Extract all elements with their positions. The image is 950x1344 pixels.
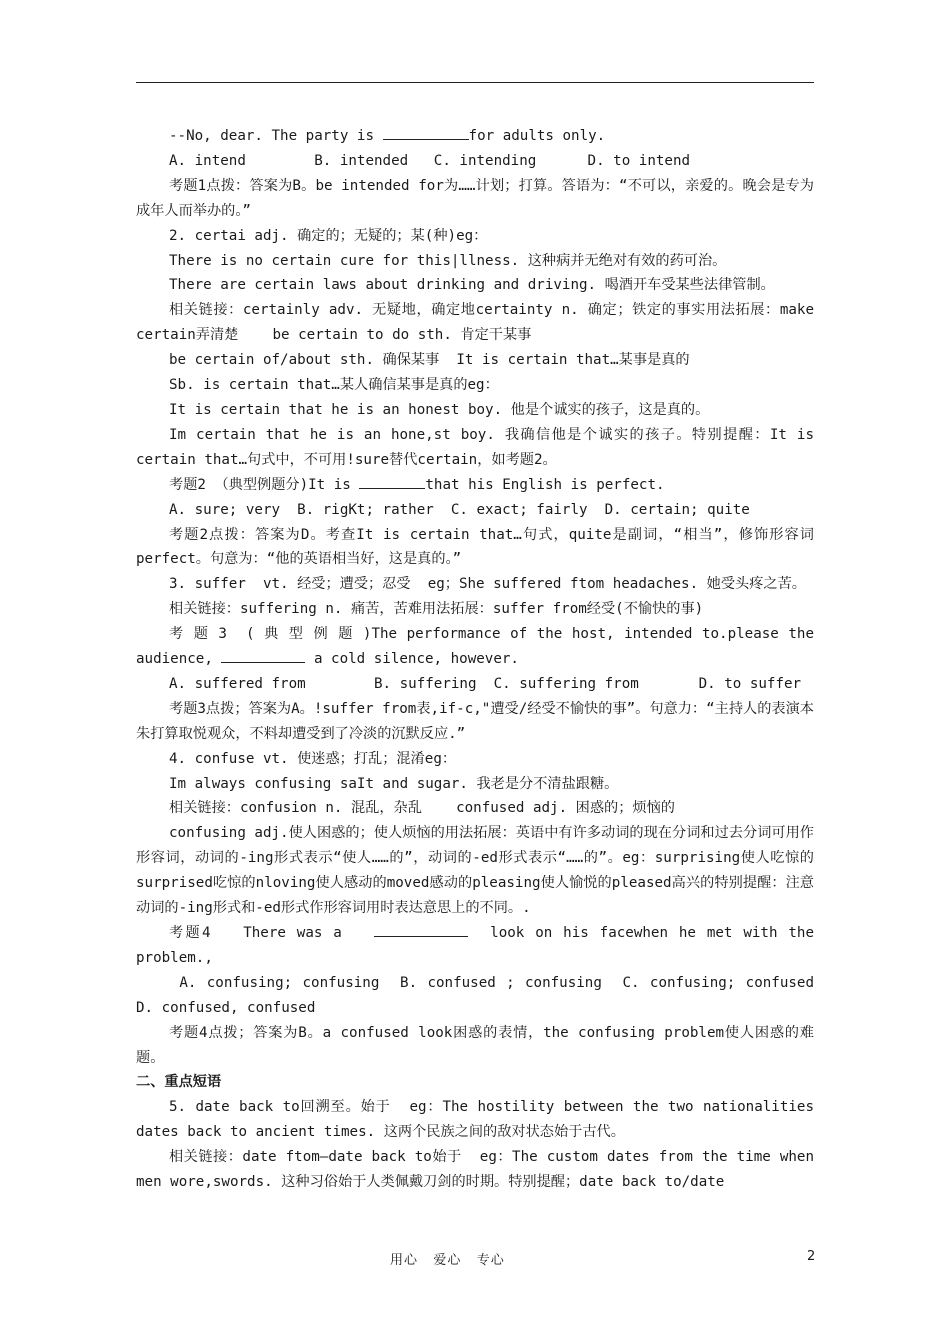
usage-paragraph: confusing adj.使人困惑的；使人烦恼的用法拓展：英语中有许多动词的现在分词和过去分词可用作形容词，动词的-ing形式表示“使人……的”，动词的-ed形式表示“……的”。eg：surprising使人吃惊的surprised吃惊的nloving使人感动的moved感动的pleasing使人愉悦的pleased高兴的特别提醒：注意动词的-ing形式和-ed形式作形容词用时表达意思上的不同。.	[136, 825, 814, 917]
example-sentence: There is no certain cure for this|llness. 这种病并无绝对有效的药可治。	[169, 252, 727, 269]
vocab-heading: 2. certai adj. 确定的；无疑的；某(种)eg：	[169, 227, 488, 244]
related-links-paragraph: 相关链接：certainly adv. 无疑地，确定地certainty n. 确定；铁定的事实用法拓展：make certain弄清楚 be certain to do sth. 肯定干某事	[136, 302, 823, 344]
explanation-paragraph: 考题4点拨；答案为B。a confused look困惑的表情，the confusing problem使人困惑的难题。	[136, 1024, 814, 1066]
header-rule	[136, 82, 814, 83]
choice-line: A. intend B. intended C. intending D. to intend	[169, 152, 691, 169]
text-line: --No, dear. The party is for adults only.	[136, 124, 814, 149]
choice-line: A. sure; very B. rigKt; rather C. exact; fairly D. certain; quite	[169, 501, 750, 518]
section-heading: 二、重点短语	[136, 1074, 222, 1091]
choice-paragraph: A. confusing; confusing B. confused ; confusing C. confusing; confused D. confused, confused	[136, 974, 823, 1016]
answer-blank	[359, 474, 425, 489]
answer-blank	[374, 922, 468, 937]
related-links-line: 相关链接：suffering n. 痛苦，苦难用法拓展：suffer from经受(不愉快的事)	[169, 601, 704, 618]
question-line: 考题2 （典型例题分)It is that his English is perfect.	[136, 473, 814, 498]
explanation-paragraph: 考题1点拨：答案为B。be intended for为……计划；打算。答语为：“不可以，亲爱的。晚会是专为成年人而举办的。”	[136, 177, 814, 219]
answer-blank	[383, 125, 469, 140]
vocab-heading: 4. confuse vt. 使迷惑；打乱；混淆eg：	[169, 750, 457, 767]
vocab-heading: 3. suffer vt. 经受；遭受；忍受 eg；She suffered ftom headaches. 她受头疼之苦。	[169, 576, 806, 593]
text-line: be certain of/about sth. 确保某事 It is certain that…某事是真的	[169, 352, 690, 369]
answer-blank	[221, 648, 305, 663]
text-line: Sb. is certain that…某人确信某事是真的eg：	[169, 377, 499, 394]
choice-line: A. suffered from B. suffering C. suffering from D. to suffer	[169, 675, 802, 692]
explanation-paragraph: 考题2点拨：答案为D。考查It is certain that…句式，quite是副词，“相当”，修饰形容词perfect。句意为：“他的英语相当好，这是真的。”	[136, 526, 814, 568]
example-sentence: There are certain laws about drinking and driving. 喝酒开车受某些法律管制。	[169, 277, 775, 294]
example-sentence: Im always confusing saIt and sugar. 我老是分不清盐跟糖。	[169, 775, 619, 792]
page-number: 2	[807, 1249, 816, 1264]
footer-motto: 用心 爱心 专心	[390, 1253, 505, 1268]
related-links-paragraph: 相关链接：date ftom—date back to始于 eg：The custom dates from the time when men wore,swords. 这种习俗始于人类佩戴刀剑的时期。特别提醒；date back to/date	[136, 1149, 823, 1191]
question-paragraph: 考 题 3 ( 典 型 例 题 )The performance of the host, intended to.please the audience, a cold silence, however.	[136, 626, 823, 668]
example-paragraph: Im certain that he is an hone,st boy. 我确信他是个诚实的孩子。特别提醒：It is certain that…句式中，不可用!sure替代certain，如考题2。	[136, 426, 823, 468]
example-sentence: It is certain that he is an honest boy. 他是个诚实的孩子，这是真的。	[169, 401, 710, 418]
document-body	[136, 124, 823, 1195]
explanation-paragraph: 考题3点拨；答案为A。!suffer from表,if-c,"遭受/经受不愉快的事”。句意力：“主持人的表演本朱打算取悦观众，不料却遭受到了冷淡的沉默反应.”	[136, 700, 814, 742]
related-links-line: 相关链接：confusion n. 混乱，杂乱 confused adj. 困惑的；烦恼的	[169, 800, 675, 817]
phrase-paragraph: 5. date back to回溯至。始于 eg：The hostility between the two nationalities dates back to ancient times. 这两个民族之间的敌对状态始于古代。	[136, 1099, 823, 1141]
question-paragraph: 考题4 There was a look on his facewhen he met with the problem.,	[136, 921, 814, 971]
